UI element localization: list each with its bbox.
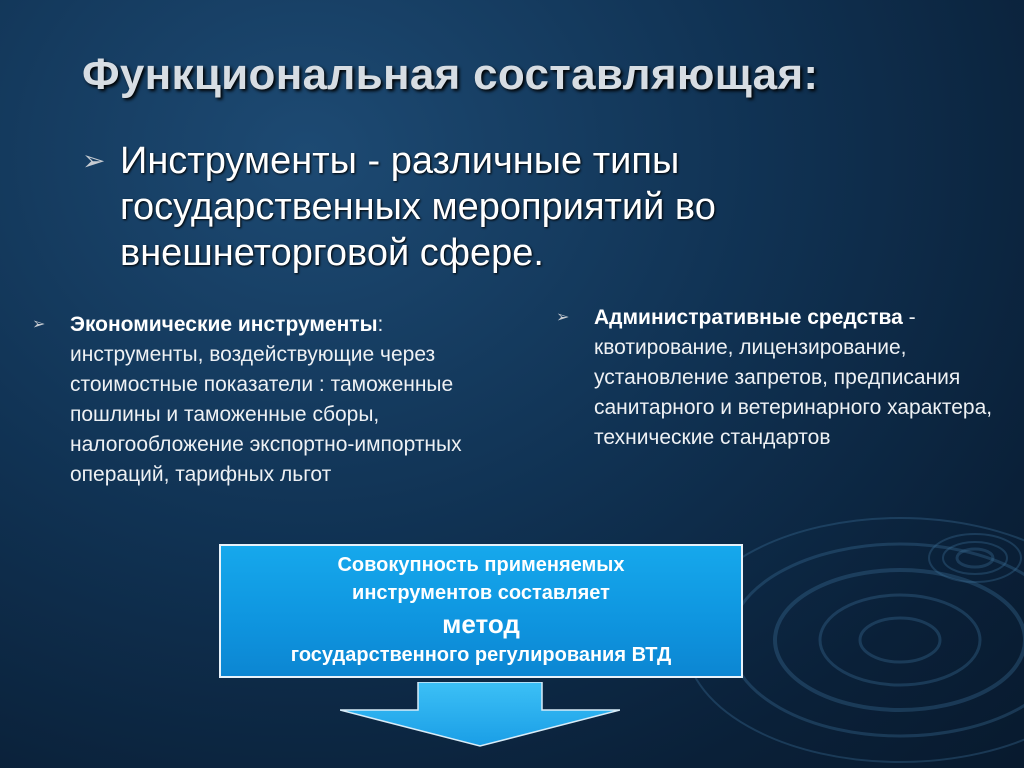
arrow-bullet-icon: ➢ [32, 316, 46, 333]
economic-instruments-text [70, 310, 472, 490]
callout-line-4: государственного регулирования ВТД [290, 644, 672, 666]
administrative-means-text [594, 303, 996, 453]
callout-line-2: инструментов составляет [352, 582, 610, 604]
callout-method-word: метод [442, 609, 520, 639]
callout-line-1: Совокупность применяемых [337, 554, 625, 576]
main-bullet-text: Инструменты - различные типы государственных мероприятий во внешнеторговой сфере. [120, 140, 716, 274]
administrative-means-bullet [556, 303, 996, 453]
economic-instruments-bullet [32, 310, 472, 490]
economic-instruments-body: : инструменты, воздействующие через стоимостные показатели : таможенные пошлины и таможенные сборы, налогообложение экспортно-импортных операций, тарифных льгот [70, 313, 462, 486]
administrative-means-heading: Административные средства [594, 306, 903, 329]
slide-title: Функциональная составляющая: [82, 50, 819, 99]
administrative-means-body: - квотирование, лицензирование, установление запретов, предписания санитарного и ветеринарного характера, технические стандартов [594, 306, 993, 449]
economic-instruments-heading: Экономические инструменты [70, 313, 378, 336]
down-arrow-icon [340, 682, 620, 748]
arrow-bullet-icon: ➢ [82, 145, 106, 176]
method-callout-box [219, 544, 743, 678]
main-bullet [82, 138, 842, 276]
arrow-bullet-icon: ➢ [556, 309, 570, 326]
